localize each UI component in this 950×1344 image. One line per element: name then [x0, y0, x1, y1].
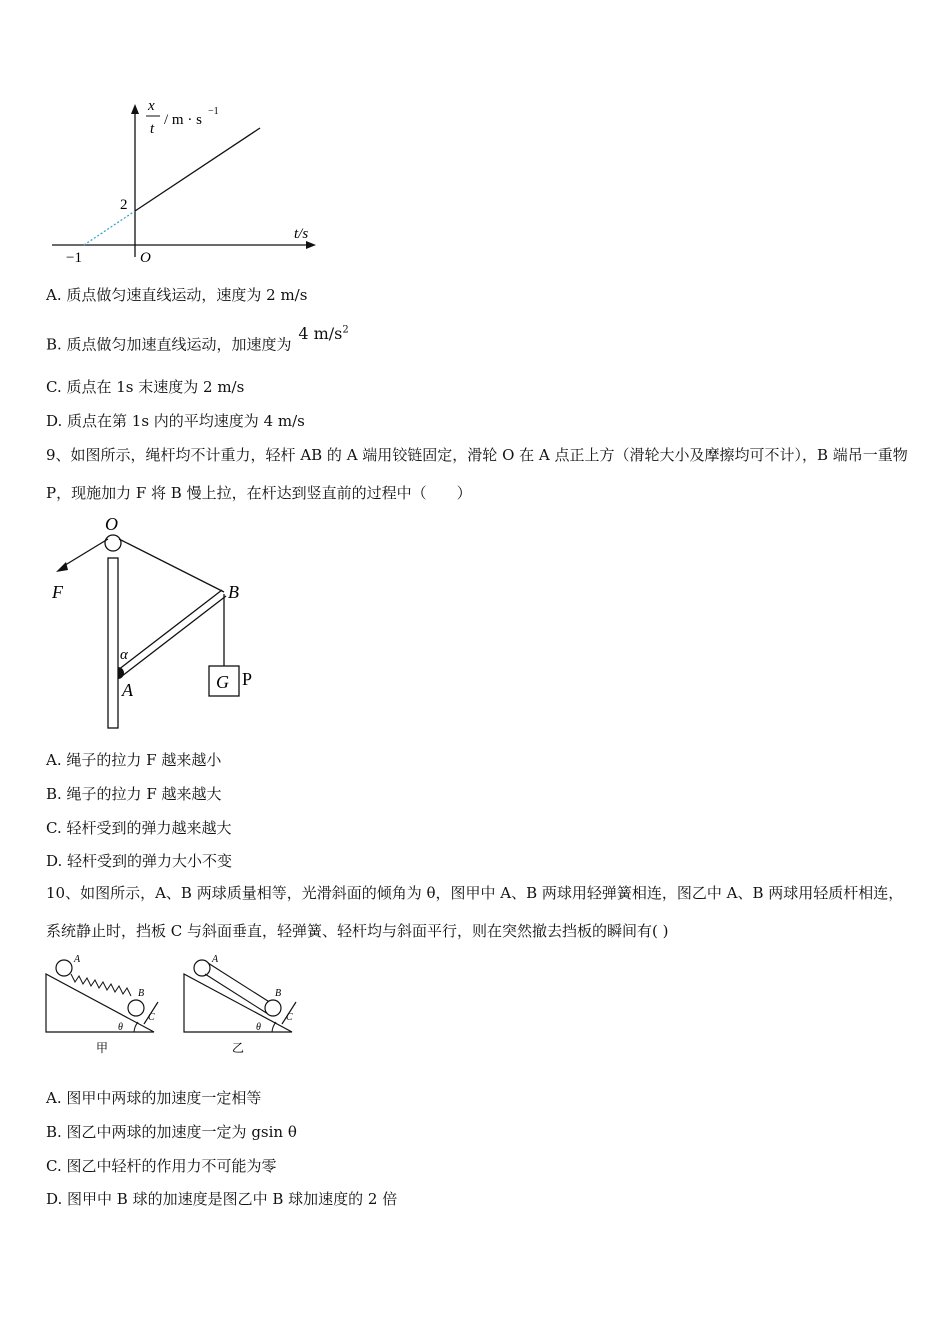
y-unit: / m · s [164, 112, 202, 128]
q9-option-d: D. 轻杆受到的弹力大小不变 [46, 852, 233, 870]
label-alpha: α [120, 647, 128, 663]
y-unit-exponent: −1 [208, 106, 219, 117]
y-axis-arrow [131, 104, 139, 114]
label-F: F [52, 582, 63, 602]
label-B-yi: B [275, 988, 282, 999]
tick-x-minus-1: −1 [66, 250, 82, 266]
q9-option-a: A. 绳子的拉力 F 越来越小 [46, 751, 222, 769]
y-label-numerator: x [148, 98, 155, 114]
q8-option-b-number: 4 m/s [298, 324, 343, 344]
ball-A-yi [194, 960, 210, 976]
ball-B-jia [128, 1000, 144, 1016]
label-yi: 乙 [232, 1041, 245, 1055]
label-P: P [242, 669, 253, 689]
q10-stem: 10、如图所示，A、B 两球质量相等，光滑斜面的倾角为 θ，图甲中 A、B 两球用轻弹簧相连，图乙中 A、B 两球用轻质杆相连，系统静止时，挡板 C 与斜面垂直，轻弹簧、轻杆均与斜面平行，则在突然撤去挡板的瞬间有( ) [46, 884, 904, 940]
q8-option-c: C. 质点在 1s 末速度为 2 m/s [46, 378, 245, 396]
label-A: A [122, 680, 133, 700]
force-arrow [56, 562, 68, 572]
q8-option-b-value [298, 324, 348, 343]
pulley [105, 535, 121, 551]
rope-to-F [62, 539, 108, 567]
ball-A-jia [56, 960, 72, 976]
origin-label: O [140, 250, 151, 266]
label-G: G [216, 672, 229, 692]
q8-option-b-text: B. 质点做匀加速直线运动，加速度为 [46, 335, 292, 354]
q9-option-c: C. 轻杆受到的弹力越来越大 [46, 819, 232, 837]
label-A-yi: A [212, 954, 219, 965]
q10-option-d: D. 图甲中 B 球的加速度是图乙中 B 球加速度的 2 倍 [46, 1190, 398, 1208]
q9-stem: 9、如图所示，绳杆均不计重力，轻杆 AB 的 A 端用铰链固定，滑轮 O 在 A 点正上方（滑轮大小及摩擦均可不计），B 端吊一重物 P，现施加力 F 将 B 慢上拉，在杆达到竖直前的过程中（ ） [46, 446, 908, 502]
label-B: B [228, 582, 239, 602]
data-line [135, 128, 260, 211]
tick-y-2: 2 [120, 197, 128, 213]
q10-figure [42, 954, 312, 1064]
figure-jia [46, 954, 158, 1055]
label-theta-jia: θ [118, 1022, 123, 1033]
label-O: O [105, 514, 118, 534]
ball-B-yi [265, 1000, 281, 1016]
q10-option-b: B. 图乙中两球的加速度一定为 gsin θ [46, 1123, 297, 1141]
label-C-yi: C [286, 1012, 293, 1023]
q8-option-b [46, 324, 349, 354]
q9-figure [46, 512, 276, 734]
q9-option-b: B. 绳子的拉力 F 越来越大 [46, 785, 222, 803]
figure-yi [184, 954, 296, 1055]
rod-edge-2 [122, 596, 226, 676]
label-theta-yi: θ [256, 1022, 261, 1033]
velocity-time-graph [40, 92, 340, 272]
q10-option-a: A. 图甲中两球的加速度一定相等 [46, 1089, 262, 1107]
hinge [118, 667, 124, 679]
rope-to-B [119, 539, 224, 592]
vertical-post [108, 558, 118, 728]
rod-edge-1 [118, 590, 222, 670]
x-label: t/s [294, 226, 309, 242]
q8-option-b-exponent: 2 [342, 325, 349, 336]
q8-option-d: D. 质点在第 1s 内的平均速度为 4 m/s [46, 412, 305, 430]
q10-option-c: C. 图乙中轻杆的作用力不可能为零 [46, 1157, 277, 1175]
label-C-jia: C [148, 1012, 155, 1023]
label-jia: 甲 [96, 1041, 109, 1055]
y-label-denominator: t [150, 121, 155, 137]
q8-option-a: A. 质点做匀速直线运动，速度为 2 m/s [46, 286, 308, 304]
label-B-jia: B [138, 988, 145, 999]
x-axis-arrow [306, 241, 316, 249]
dotted-extension [84, 211, 135, 245]
label-A-jia: A [74, 954, 81, 965]
